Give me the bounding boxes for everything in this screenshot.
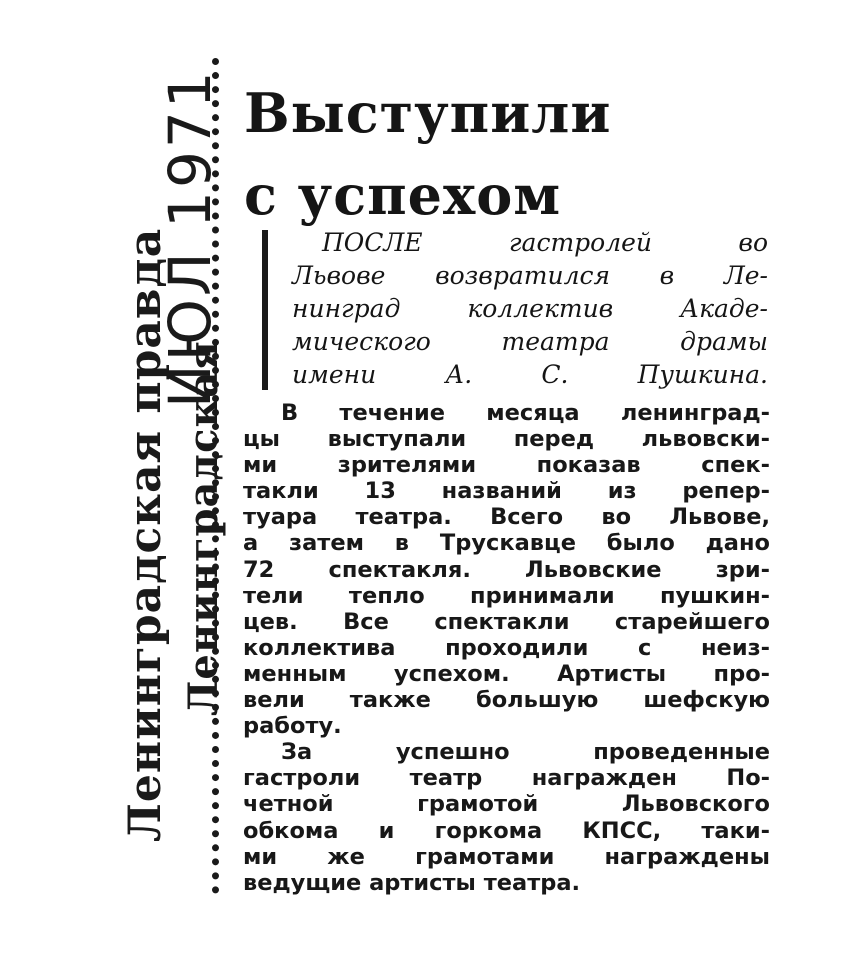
body-line: ми зрителями показав спек- [243, 452, 770, 479]
body-line: менным успехом. Артисты про- [243, 660, 770, 687]
body-line: обкома и горкома КПСС, таки- [243, 817, 770, 844]
body-line: цев. Все спектакли старейшего [243, 608, 770, 635]
article-body [243, 400, 770, 896]
lead-line: Львове возвратился в Ле- [292, 261, 768, 290]
headline-line-2: с успехом [244, 163, 562, 227]
body-line: коллектива проходили с неиз- [243, 634, 770, 661]
body-line: За успешно проведенные [281, 739, 770, 766]
paper-name-stamp: Ленинградская правда [120, 227, 171, 842]
body-line: четной грамотой Львовского [243, 791, 770, 818]
body-line: работу. [243, 713, 342, 740]
body-line: 72 спектакля. Львовские зри- [243, 556, 770, 583]
lead-line: ПОСЛЕ гастролей во [322, 228, 768, 257]
article-headline [244, 72, 611, 236]
lead-line: нинград коллектив Акаде- [292, 294, 768, 323]
lead-line: имени А. С. Пушкина. [292, 360, 768, 389]
body-line: вели также большую шефскую [243, 687, 770, 714]
body-line: гастроли театр награжден По- [243, 765, 770, 792]
body-line: тели тепло принимали пушкин- [243, 582, 770, 609]
lead-vertical-rule [262, 230, 268, 390]
body-line: ми же грамотами награждены [243, 843, 770, 870]
body-line: В течение месяца ленинград- [281, 400, 770, 426]
headline-line-1: Выступили [244, 81, 612, 145]
body-line: а затем в Трускавце было дано [243, 530, 770, 557]
body-line: ведущие артисты театра. [243, 869, 581, 896]
clipping-cut-line [212, 58, 219, 894]
lead-line: мического театра драмы [292, 327, 768, 356]
body-line: такли 13 названий из репер- [243, 478, 770, 505]
article-lead [292, 226, 768, 391]
date-stamp: ИЮЛ 1971 [156, 68, 224, 408]
newspaper-name-stamp: Ленинградская [180, 340, 227, 716]
body-line: туара театра. Всего во Львове, [243, 504, 770, 531]
body-line: цы выступали перед львовски- [243, 426, 770, 453]
